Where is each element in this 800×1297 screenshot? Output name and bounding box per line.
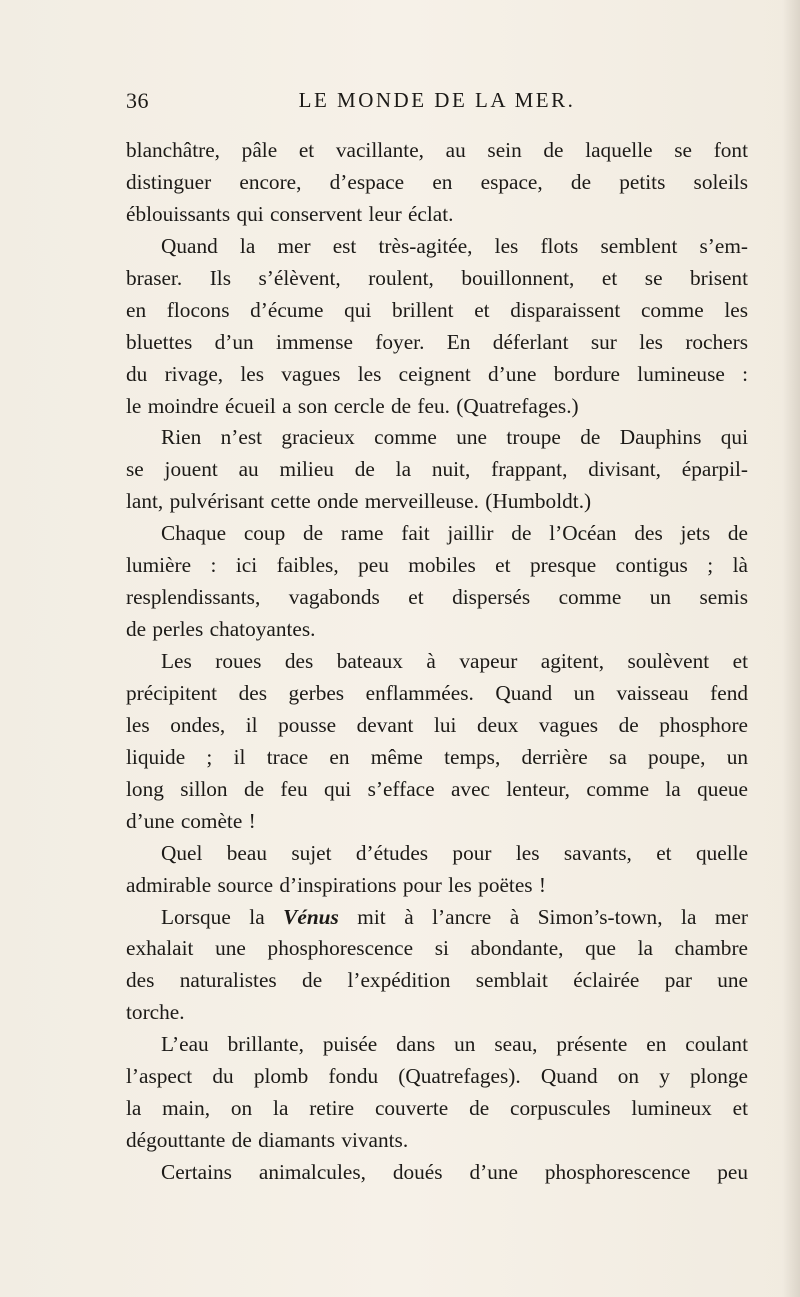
text-line: les ondes, il pousse devant lui deux vagues de phosphore	[126, 712, 748, 737]
text-line: d’une comète !	[126, 808, 256, 833]
running-title: LE MONDE DE LA MER.	[298, 88, 576, 112]
body-text	[126, 135, 748, 1189]
text-line: admirable source d’inspirations pour les poëtes !	[126, 872, 546, 897]
text-line: Les roues des bateaux à vapeur agitent, soulèvent et	[161, 649, 748, 673]
text-line: lant, pulvérisant cette onde merveilleuse. (Humboldt.)	[126, 489, 592, 514]
text-line: lumière : ici faibles, peu mobiles et presque contigus ; là	[126, 553, 748, 578]
text-line: éblouissants qui conservent leur éclat.	[126, 201, 454, 226]
text-line: dégouttante de diamants vivants.	[126, 1128, 409, 1153]
text-line: des naturalistes de l’expédition semblait éclairée par une	[126, 968, 748, 993]
text-line: Chaque coup de rame fait jaillir de l’Océan des jets de	[161, 521, 748, 546]
ship-name-italic: Vénus	[283, 904, 339, 929]
text-line: blanchâtre, pâle et vacillante, au sein de laquelle se font	[126, 138, 748, 162]
text-line: resplendissants, vagabonds et dispersés comme un semis	[126, 585, 748, 610]
text-line: bluettes d’un immense foyer. En déferlant sur les rochers	[126, 329, 748, 354]
text-line: se jouent au milieu de la nuit, frappant, divisant, éparpil-	[126, 457, 748, 482]
text-line: Quel beau sujet d’études pour les savants, et quelle	[161, 840, 748, 865]
text-segment: mit à l’ancre à Simon’s-town, la mer	[338, 904, 748, 929]
text-line: de perles chatoyantes.	[126, 617, 316, 642]
page-edge-shadow	[782, 0, 800, 1297]
text-line: l’aspect du plomb fondu (Quatrefages). Quand on y plonge	[126, 1064, 748, 1089]
text-line: précipitent des gerbes enflammées. Quand un vaisseau fend	[126, 680, 748, 705]
text-line	[126, 902, 748, 934]
text-line: liquide ; il trace en même temps, derrière sa poupe, un	[126, 744, 748, 769]
text-segment: Lorsque la	[161, 904, 284, 929]
text-line: L’eau brillante, puisée dans un seau, présente en coulant	[161, 1032, 748, 1057]
text-line: du rivage, les vagues les ceignent d’une bordure lumineuse :	[126, 361, 748, 386]
page-number: 36	[126, 88, 149, 113]
text-line: distinguer encore, d’espace en espace, de petits soleils	[126, 169, 748, 194]
text-line: Certains animalcules, doués d’une phosphorescence peu	[161, 1160, 748, 1184]
running-head	[126, 88, 748, 118]
text-line: long sillon de feu qui s’efface avec lenteur, comme la queue	[126, 776, 748, 801]
text-line: torche.	[126, 1000, 185, 1025]
text-line: en flocons d’écume qui brillent et disparaissent comme les	[126, 297, 748, 322]
text-line: la main, on la retire couverte de corpuscules lumineux et	[126, 1096, 748, 1121]
text-line: exhalait une phosphorescence si abondante, que la chambre	[126, 936, 748, 961]
text-line: Rien n’est gracieux comme une troupe de Dauphins qui	[161, 425, 748, 450]
text-line: le moindre écueil a son cercle de feu. (Quatrefages.)	[126, 393, 579, 418]
text-line: braser. Ils s’élèvent, roulent, bouillonnent, et se brisent	[126, 265, 748, 290]
text-line: Quand la mer est très-agitée, les flots semblent s’em-	[161, 233, 748, 258]
